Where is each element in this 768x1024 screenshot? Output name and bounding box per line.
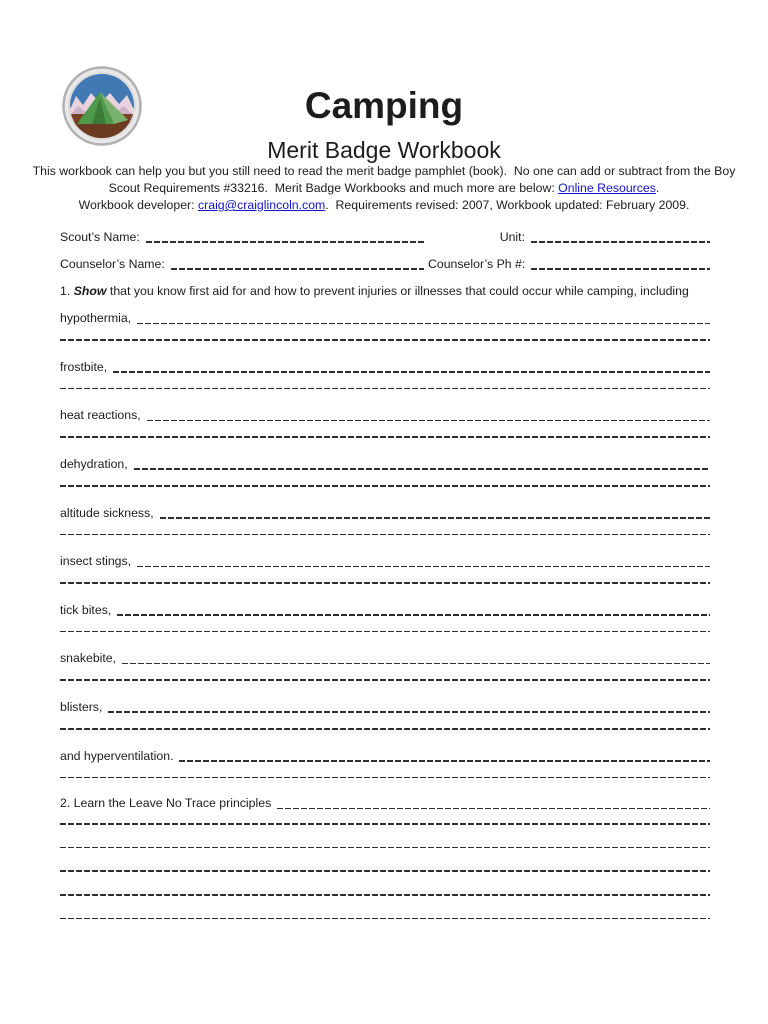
item-row-heat-reactions	[60, 408, 710, 423]
answer-line	[60, 847, 710, 849]
camping-merit-badge-icon	[62, 66, 142, 146]
answer-line	[108, 711, 710, 713]
page-title: Camping	[304, 85, 464, 126]
answer-line	[60, 534, 710, 536]
intro-line3-suffix: . Requirements revised: 2007, Workbook updated: February 2009.	[325, 198, 690, 212]
answer-line	[179, 760, 710, 762]
counselor-row	[60, 257, 710, 272]
developer-email-link[interactable]: craig@craiglincoln.com	[197, 198, 326, 212]
answer-line	[60, 436, 710, 438]
requirement-2-row	[60, 796, 710, 811]
item-label: blisters,	[60, 700, 103, 715]
item-row-hyperventilation	[60, 749, 710, 764]
page-subtitle: Merit Badge Workbook	[267, 137, 501, 163]
requirement-1-body: that you know first aid for and how to prevent injuries or illnesses that could occur while camping, including	[106, 284, 689, 298]
item-row-hypothermia	[60, 311, 710, 326]
counselor-name-field	[171, 268, 424, 270]
item-label: insect stings,	[60, 554, 132, 569]
item-label: tick bites,	[60, 602, 112, 617]
answer-line	[60, 388, 710, 390]
answer-line	[137, 566, 710, 568]
answer-line	[60, 918, 710, 920]
answer-line	[160, 517, 710, 519]
answer-line	[113, 371, 710, 373]
item-row-snakebite	[60, 651, 710, 666]
item-row-dehydration	[60, 457, 710, 472]
item-label: dehydration,	[60, 457, 128, 472]
answer-line	[60, 894, 710, 896]
intro-line1: This workbook can help you but you still need to read the merit badge pamphlet (book). No one can add or subtract from the Boy	[32, 164, 736, 178]
item-row-blisters	[60, 700, 710, 715]
counselor-phone-field	[531, 268, 710, 270]
scout-unit-row	[60, 230, 710, 245]
answer-line	[60, 870, 710, 872]
item-row-insect-stings	[60, 554, 710, 569]
item-row-altitude-sickness	[60, 506, 710, 521]
answer-line	[137, 323, 710, 325]
requirement-2-label: 2. Learn the Leave No Trace principles	[60, 796, 272, 811]
answer-line	[60, 582, 710, 584]
answer-line	[134, 468, 710, 470]
item-label: frostbite,	[60, 359, 108, 374]
scout-name-field	[146, 241, 424, 243]
intro-line3-prefix: Workbook developer:	[78, 198, 198, 212]
requirement-1-number: 1.	[60, 284, 74, 298]
intro-paragraph	[0, 163, 768, 214]
unit-field	[531, 241, 710, 243]
unit-label: Unit:	[499, 230, 525, 244]
item-label: heat reactions,	[60, 408, 141, 423]
item-label: hypothermia,	[60, 311, 132, 326]
answer-line	[60, 485, 710, 487]
requirement-1-text	[60, 284, 710, 299]
item-label: snakebite,	[60, 651, 117, 666]
requirement-2-answer-area	[60, 823, 710, 919]
item-label: and hyperventilation.	[60, 748, 174, 763]
item-label: altitude sickness,	[60, 505, 154, 520]
answer-line	[277, 808, 710, 810]
answer-line	[60, 339, 710, 341]
answer-line	[60, 728, 710, 730]
answer-line	[60, 823, 710, 825]
answer-line	[122, 663, 710, 665]
workbook-form	[60, 230, 710, 919]
online-resources-link[interactable]: Online Resources	[558, 181, 656, 195]
counselor-phone-label: Counselor’s Ph #:	[428, 257, 526, 271]
counselor-name-label: Counselor’s Name:	[60, 257, 165, 271]
answer-line	[60, 631, 710, 633]
intro-line2-suffix: .	[655, 181, 660, 195]
intro-line2-prefix: Scout Requirements #33216. Merit Badge Workbooks and much more are below:	[108, 181, 559, 195]
answer-line	[117, 614, 710, 616]
item-row-frostbite	[60, 360, 710, 375]
answer-line	[60, 777, 710, 779]
item-row-tick-bites	[60, 603, 710, 618]
scout-name-label: Scout’s Name:	[60, 230, 140, 244]
requirement-1-verb: Show	[73, 284, 107, 298]
answer-line	[147, 420, 710, 422]
answer-line	[60, 679, 710, 681]
